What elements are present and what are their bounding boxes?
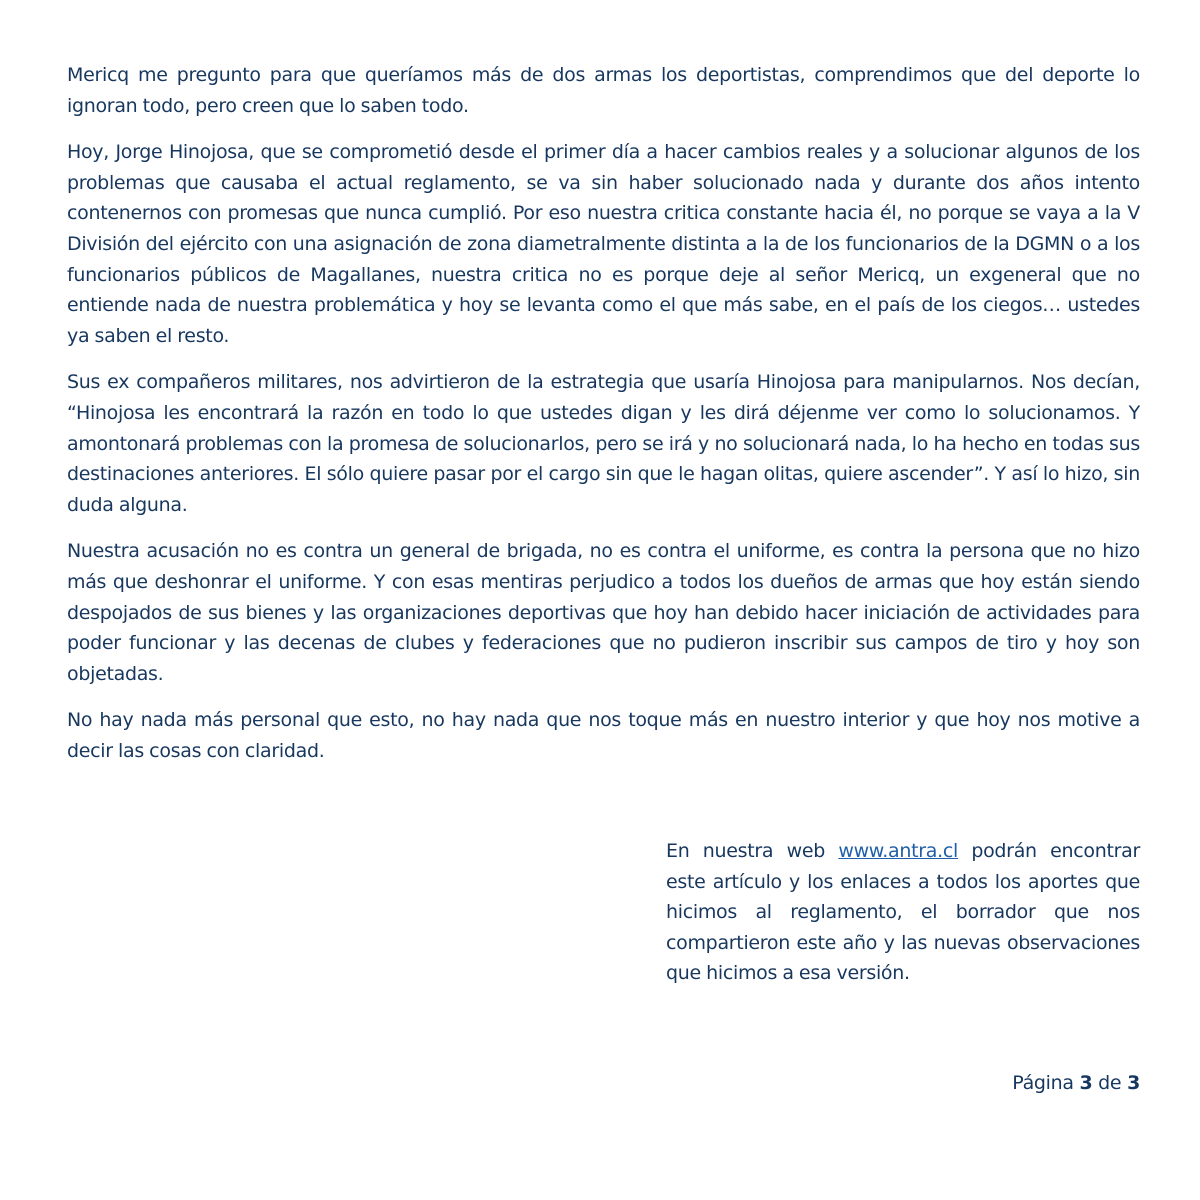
paragraph-5: No hay nada más personal que esto, no hay nada que nos toque más en nuestro interior y que hoy nos motive a decir las cosas con claridad. [67,709,1140,762]
website-link[interactable]: www.antra.cl [838,840,958,862]
website-note-intro: En nuestra web [666,840,839,862]
paragraph-1: Mericq me pregunto para que queríamos más de dos armas los deportistas, comprendimos que del deporte lo ignoran todo, pero creen que lo saben todo. [67,64,1140,117]
paragraph-4: Nuestra acusación no es contra un general de brigada, no es contra el uniforme, es contra la persona que no hizo más que deshonrar el uniforme. Y con esas mentiras perjudico a todos los dueños de armas que hoy están siendo despojados de sus bienes y las organizaciones deportivas que hoy han debido hacer iniciación de actividades para poder funcionar y las decenas de clubes y federaciones que no pudieron inscribir sus campos de tiro y hoy son objetadas. [67,540,1140,685]
website-note-rest: podrán encontrar este artículo y los enlaces a todos los aportes que hicimos al reglamento, el borrador que nos compartieron este año y las nuevas observaciones que hicimos a esa versión. [666,840,1140,985]
of-label: de [1098,1072,1122,1094]
page-label: Página [1012,1072,1074,1094]
paragraph-2: Hoy, Jorge Hinojosa, que se comprometió desde el primer día a hacer cambios reales y a solucionar algunos de los problemas que causaba el actual reglamento, se va sin haber solucionado nada y durante dos años intento contenernos con promesas que nunca cumplió. Por eso nuestra critica constante hacia él, no porque se vaya a la V División del ejército con una asignación de zona diametralmente distinta a la de los funcionarios de la DGMN o a los funcionarios públicos de Magallanes, nuestra critica no es porque deje al señor Mericq, un exgeneral que no entiende nada de nuestra problemática y hoy se levanta como el que más sabe, en el país de los ciegos… ustedes ya saben el resto. [67,141,1140,347]
page-number-footer [1012,1068,1140,1098]
document-body [67,60,1140,782]
website-note [666,836,1140,989]
total-pages-number: 3 [1127,1072,1140,1094]
paragraph-3: Sus ex compañeros militares, nos advirtieron de la estrategia que usaría Hinojosa para manipularnos. Nos decían, “Hinojosa les encontrará la razón en todo lo que ustedes digan y les dirá déjenme ver como lo solucionamos. Y amontonará problemas con la promesa de solucionarlos, pero se irá y no solucionará nada, lo ha hecho en todas sus destinaciones anteriores. El sólo quiere pasar por el cargo sin que le hagan olitas, quiere ascender”. Y así lo hizo, sin duda alguna. [67,371,1140,516]
current-page-number: 3 [1079,1072,1093,1094]
